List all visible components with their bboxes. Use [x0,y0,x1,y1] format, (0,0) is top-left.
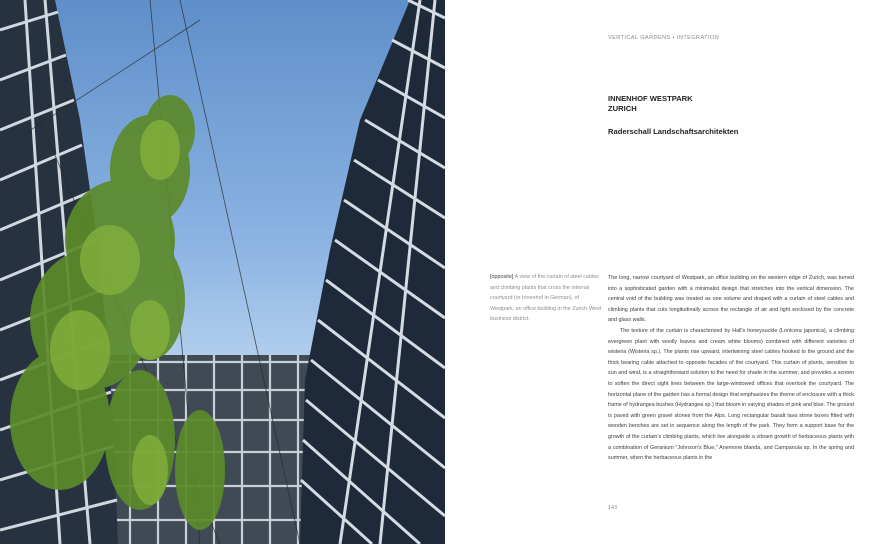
photo-caption [490,272,602,325]
architect-firm: Raderschall Landschaftsarchitekten [608,127,739,136]
body-text [608,273,854,464]
page-number: 143 [608,505,617,511]
project-title-line1: INNENHOF WESTPARK [608,94,693,103]
caption-tag: [opposite] [490,274,514,280]
project-title-line2: ZURICH [608,104,637,113]
text-page [445,0,889,544]
running-head: VERTICAL GARDENS • INTEGRATION [608,35,720,41]
project-title [608,94,848,114]
body-paragraph-2: The texture of the curtain is characterized by Hall's honeysuckle (Lonicera japonica), a climbing evergreen plant with woolly leaves and cream white blooms) combined with different varieties of wisteria (Wisteria sp.). The plants rise upward, intertwining steel cables hooked to the ground and the thick bearing cable attached to opposite facades of the courtyard. This curtain of plants, sensitive to sun and wind, is a straightforward solution to the need for shade in the summer, and provides a screen to soften the direct sight lines between the large-windowed offices that overlook the courtyard. The horizontal plane of the garden has a formal design that emphasizes the theme of enclosure with a thick frame of hydrangea bushes (Hydrangea sp.) that bloom in varying shades of pink and blue. The ground is paved with green gravel stones from the Alps. Long rectangular basalt lava stone boxes fitted with wooden benches are set in sequence along the length of the park. They form a support base for the growth of the curtain's climbing plants, which live alongside a vibrant growth of herbaceous plants with a combination of Geranium "Johnson's Blue," Anemone blanda, and Campanula sp. In the spring and summer, when the herbaceous plants in the [608,327,854,462]
caption-text: A view of the curtain of steel cables and climbing plants that cross the internal courtyard (or Innenhof in German), of Westpark, an office building in the Zurich-West business district. [490,274,602,323]
body-paragraph-1: The long, narrow courtyard of Westpark, an office building on the western edge of Zurich, was turned into a sophisticated garden with a minimalist design that stretches into the vertical dimension. The central void of the building was treated as one volume and draped with a curtain of steel cables and climbing plants that cuts longitudinally across the rectangle of air and light enclosed by the concrete and glass walls. [608,275,854,324]
